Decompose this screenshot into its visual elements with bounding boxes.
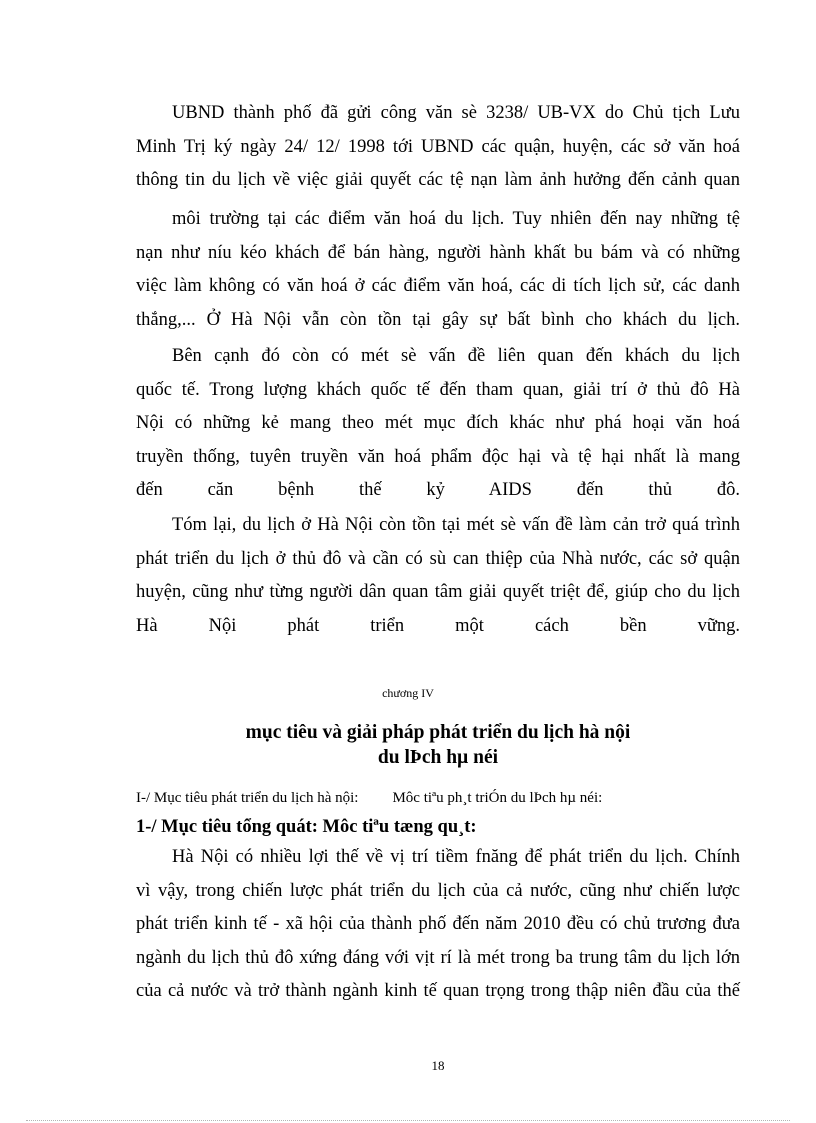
text-line: của cả nước và trở thành ngành kinh tế quan trọng trong thập niên đầu của thế (136, 981, 740, 1001)
text-line: việc làm không có văn hoá ở các điểm văn hoá, các di tích lịch sử, các danh (136, 276, 740, 296)
section-heading (136, 790, 756, 807)
paragraph-3 (136, 340, 740, 508)
section-heading-text: I-/ Mục tiêu phát triển du lịch hà nội: (136, 790, 359, 806)
paragraph-2 (136, 203, 740, 337)
chapter-title (0, 720, 816, 770)
text-line: vì vậy, trong chiến lược phát triển du lịch của cả nước, cũng như chiến lược (136, 880, 740, 901)
text-line: UBND thành phố đã gửi công văn sè 3238/ UB-VX do Chủ tịch Lưu (172, 103, 740, 123)
text-line: Hà Nội có nhiều lợi thế về vị trí tiềm fnăng để phát triển du lịch. Chính (172, 847, 740, 867)
paragraph-5 (136, 841, 740, 1009)
page-number: 18 (431, 1058, 445, 1073)
paragraph-1 (136, 97, 740, 198)
chapter-title-line: du lÞch hµ néi (377, 747, 499, 768)
text-line: phát triển du lịch ở thủ đô và cần có sù can thiệp của Nhà nước, các sở quận (136, 548, 740, 569)
text-line: phát triển kinh tế - xã hội của thành phố đến năm 2010 đều có chủ trương đưa (136, 914, 740, 934)
page-bottom-divider (26, 1120, 790, 1121)
text-line: Minh Trị ký ngày 24/ 12/ 1998 tới UBND các quận, huyện, các sở văn hoá (136, 136, 740, 157)
text-line: Bên cạnh đó còn có mét sè vấn đề liên quan đến khách du lịch (172, 346, 740, 366)
chapter-label: chương IV (382, 686, 434, 700)
text-line: Nội có những kẻ mang theo mét mục đích khác như phá hoại văn hoá (136, 413, 740, 433)
text-line: đến căn bệnh thế kỷ AIDS đến thủ đô. (136, 480, 740, 500)
text-line: huyện, cũng như từng người dân quan tâm giải quyết triệt để, giúp cho du lịch (136, 582, 740, 602)
text-line: truyền thống, tuyên truyền văn hoá phẩm độc hại và tệ hại nhất là mang (136, 446, 740, 467)
subsection-heading: 1-/ Mục tiêu tổng quát: Môc tiªu tæng qu¸t: (136, 817, 477, 837)
text-line: quốc tế. Trong lượng khách quốc tế đến tham quan, giải trí ở thủ đô Hà (136, 379, 740, 400)
text-line: Hà Nội phát triển một cách bền vững. (136, 615, 740, 636)
text-line: nạn như níu kéo khách để bán hàng, người hành khất bu bám và có những (136, 242, 740, 263)
text-line: ngành du lịch thủ đô xứng đáng với vịt rí là mét trong ba trung tâm du lịch lớn (136, 947, 740, 968)
text-line: thông tin du lịch về việc giải quyết các tệ nạn làm ảnh hưởng đến cảnh quan (136, 170, 740, 190)
section-heading-legacy-text: Môc tiªu ph¸t triÓn du lÞch hµ néi: (392, 790, 603, 806)
chapter-title-line: mục tiêu và giải pháp phát triển du lịch hà nội (245, 722, 631, 743)
text-line: thắng,... Ở Hà Nội vẫn còn tồn tại gây sự bất bình cho khách du lịch. (136, 309, 740, 330)
text-line: môi trường tại các điểm văn hoá du lịch. Tuy nhiên đến nay những tệ (172, 209, 740, 229)
paragraph-4 (136, 509, 740, 643)
text-line: Tóm lại, du lịch ở Hà Nội còn tồn tại mét sè vấn đề làm cản trở quá trình (172, 515, 740, 535)
